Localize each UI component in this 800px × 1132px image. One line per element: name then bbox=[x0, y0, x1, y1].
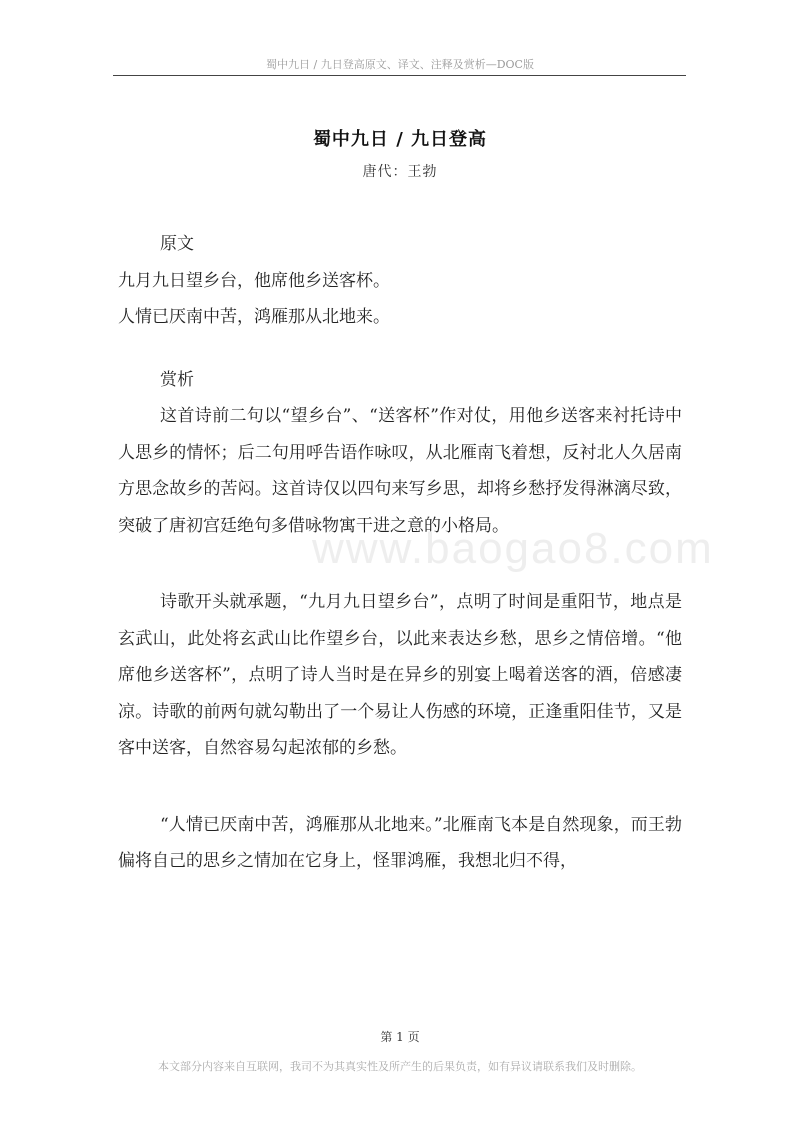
footer-disclaimer: 本文部分内容来自互联网，我司不为其真实性及所产生的后果负责，如有异议请联系我们及时删除。 bbox=[158, 1060, 642, 1073]
section-heading-analysis: 赏析 bbox=[160, 369, 194, 390]
document-body bbox=[118, 226, 682, 880]
section-heading-original: 原文 bbox=[160, 234, 194, 254]
poem-line: 九月九日望乡台，他席他乡送客杯。 bbox=[118, 270, 390, 291]
author-line: 唐代：王勃 bbox=[362, 164, 438, 180]
poem-line: 人情已厌南中苦，鸿雁那从北地来。 bbox=[118, 307, 390, 327]
document-title: 蜀中九日 / 九日登高 bbox=[312, 129, 488, 150]
analysis-paragraph: 诗歌开头就承题，“九月九日望乡台”，点明了时间是重阳节，地点是玄武山，此处将玄武山比作望乡台，以此来表达乡愁，思乡之情倍增。“他席他乡送客杯”，点明了诗人当时是在异乡的别宴上喝着送客的酒，倍感凄凉。诗歌的前两句就勾勒出了一个易让人伤感的环境，正逢重阳佳节，又是客中送客，自然容易勾起浓郁的乡愁。 bbox=[118, 592, 682, 758]
page-header: 蜀中九日 / 九日登高原文、译文、注释及赏析—DOC版 bbox=[266, 58, 534, 71]
page-number: 第 1 页 bbox=[380, 1030, 420, 1044]
analysis-paragraph: “人情已厌南中苦，鸿雁那从北地来。”北雁南飞本是自然现象，而王勃偏将自己的思乡之情加在它身上，怪罪鸿雁，我想北归不得， bbox=[118, 814, 682, 871]
spacer bbox=[118, 544, 682, 584]
watermark: www.baogao8.com bbox=[312, 524, 714, 573]
spacer bbox=[118, 767, 682, 807]
analysis-paragraph: 这首诗前二句以“望乡台”、“送客杯”作对仗，用他乡送客来衬托诗中人思乡的情怀；后二句用呼告语作咏叹，从北雁南飞着想，反衬北人久居南方思念故乡的苦闷。这首诗仅以四句来写乡思，却将乡愁抒发得淋漓尽致，突破了唐初宫廷绝句多借咏物寓干进之意的小格局。 bbox=[118, 406, 682, 536]
header-divider bbox=[113, 75, 686, 76]
spacer bbox=[118, 336, 682, 362]
